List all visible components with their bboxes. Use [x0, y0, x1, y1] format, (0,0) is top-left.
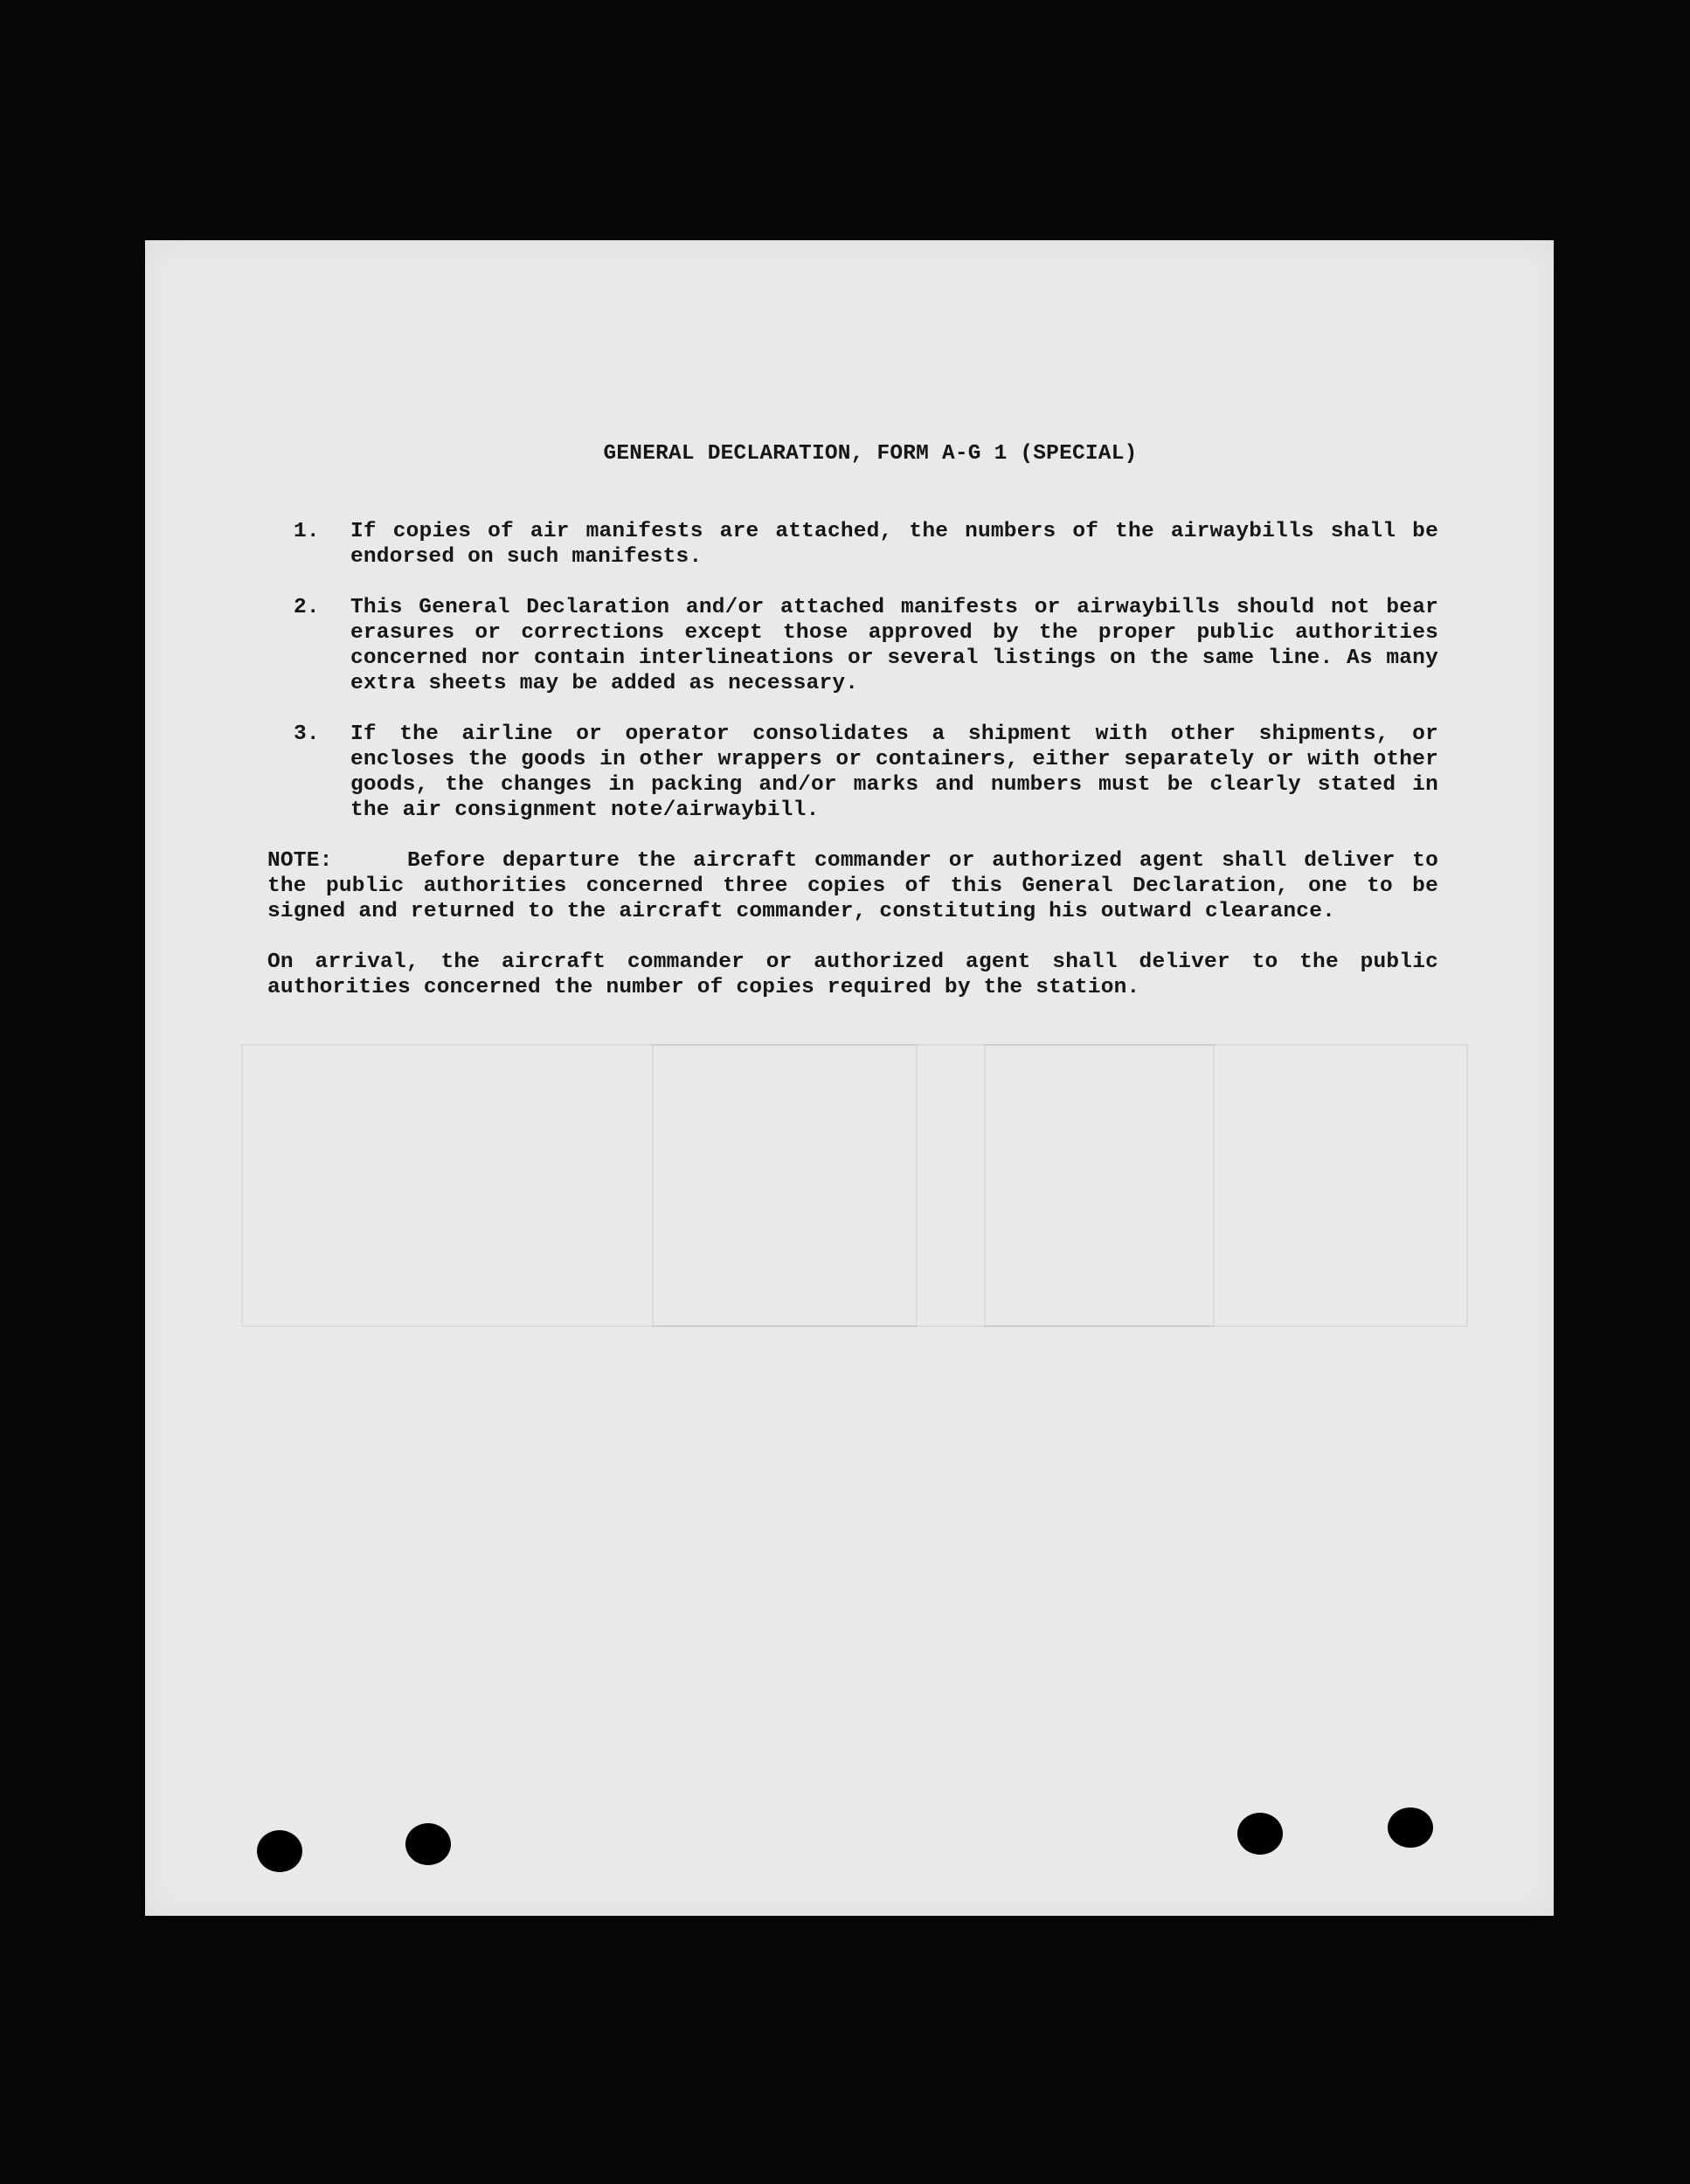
note-label: NOTE: — [267, 849, 333, 873]
instruction-item-1 — [267, 519, 1438, 570]
punch-hole — [1237, 1813, 1283, 1855]
item-number: 1. — [294, 520, 320, 543]
item-number: 2. — [294, 596, 320, 619]
note-text: Before departure the aircraft commander or authorized agent shall deliver to the public authorities concerned three copies of this General Declaration, one to be signed and returned to the aircraft commander, constituting his outward clearance. — [267, 849, 1438, 923]
item-text: This General Declaration and/or attached manifests or airwaybills should not bear erasures or corrections except those approved by the proper public authorities concerned nor contain interlineations or several listings on the same line. As many extra sheets may be added as necessary. — [350, 596, 1438, 695]
declaration-instructions — [267, 441, 1438, 1000]
bleed-through-column — [652, 1044, 918, 1327]
instruction-item-3 — [267, 722, 1438, 823]
punch-hole — [405, 1823, 451, 1865]
item-text: If copies of air manifests are attached, the numbers of the airwaybills shall be endorsed on such manifests. — [350, 520, 1438, 569]
bleed-through-table — [241, 1044, 1468, 1327]
arrival-paragraph: On arrival, the aircraft commander or authorized agent shall deliver to the public authorities concerned the number of copies required by the station. — [267, 950, 1438, 999]
item-number: 3. — [294, 722, 320, 746]
bleed-through-column — [984, 1044, 1215, 1327]
page-title: GENERAL DECLARATION, FORM A-G 1 (SPECIAL) — [603, 442, 1138, 466]
item-text: If the airline or operator consolidates a shipment with other shipments, or encloses the goods in other wrappers or containers, either separately or with other goods, the changes in packing and/or marks and numbers must be clearly stated in the air consignment note/airwaybill. — [350, 722, 1438, 822]
instruction-item-2 — [267, 595, 1438, 696]
punch-hole — [257, 1830, 302, 1872]
punch-hole — [1388, 1807, 1433, 1848]
paper-sheet — [145, 240, 1554, 1916]
note-paragraph — [267, 848, 1438, 924]
